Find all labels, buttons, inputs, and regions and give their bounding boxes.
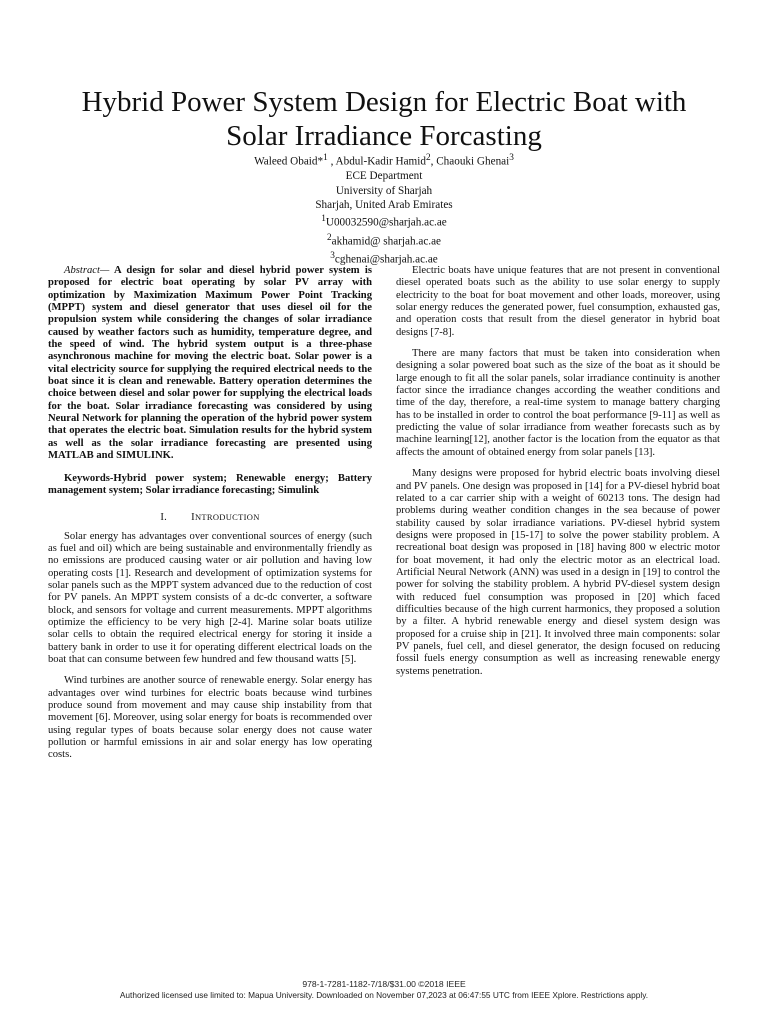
paragraph: Wind turbines are another source of renewable energy. Solar energy has advantages over wind turbines for electric boats because wind turbines produce sound from movement and may cause ship instability from that movement [6]. Moreover, using solar energy for boats is recommended over using regular types of boats because solar energy does not cause water pollution or harmful emissions in air and solar energy has low operating costs. [48, 675, 372, 761]
paragraph: There are many factors that must be taken into consideration when designing a solar powered boat such as the size of the boat as it should be large enough to fit all the solar panels, solar irradiance continuity is another factor since the irradiance changes according the weather conditions and time of the day, therefore, a real-time system to manage battery charging has to be installed in order to control the boat performance [9-11] as well as predicting the value of solar irradiance from weather forecasts such as by machine learning[12], another factor is the location from the equator as that affects the amount of obtained energy from solar panels [13]. [396, 348, 720, 458]
paper-title [40, 85, 728, 153]
paragraph: Electric boats have unique features that are not present in conventional diesel operated boats such as the ability to use solar energy to supply electricity to the boat for boat movement and other loads, moreover, using solar energy reduces the generated power, fuel consumption, exhausted gas, and operation costs that result from the diesel generator in hybrid boat designs [7-8]. [396, 265, 720, 338]
license-notice: Authorized licensed use limited to: Mapua University. Downloaded on November 07,2023 at 06:47:55 UTC from IEEE Xplore. Restrictions apply. [119, 990, 649, 1000]
abstract-text: A design for solar and diesel hybrid power system is proposed for electric boat operating by solar PV array with optimization by Maximization Maximum Power Point Tracking (MPPT) system and diesel generator that uses diesel oil for the propulsion system while considering the changes of solar irradiance caused by weather factors such as humidity, temperature degree, and the speed of wind. The hybrid system output is a three-phase asynchronous machine for moving the electric boat. Solar power is a vital electricity source for supplying the required electrical needs to the boat since it is clean and renewable. Battery operation determines the choice between diesel and solar power for supplying the electrical loads for the boat. Solar irradiance forecasting was considered by using Neural Network for planning the operation of the hybrid power system that operates the electric boat. Simulation results for the hybrid system as well as the solar irradiance forecasting are presented using MATLAB and SIMULINK. [48, 265, 372, 462]
title-line-2: Solar Irradiance Forcasting [226, 120, 542, 153]
copyright-code: 978-1-7281-1182-7/18/$31.00 ©2018 IEEE [302, 979, 466, 989]
title-line-1: Hybrid Power System Design for Electric Boat with [81, 86, 687, 119]
right-column [396, 265, 720, 687]
section-heading-introduction: I. INTRODUCTION [160, 512, 260, 524]
abstract-label: Abstract— [64, 265, 110, 276]
paragraph: Solar energy has advantages over conventional sources of energy (such as fuel and oil) which are being sustainable and environmentally friendly as no emissions are produced causing water or air pollution and having low operating costs [1]. Research and development of optimization systems for solar panels such as the MPPT system advanced due to the reduction of cost for PV panels. An MPPT system consists of a dc-dc converter, a software block, and sensors for voltage and current measurements. MPPT algorithms optimize the efficiency to be very high [2-4]. Marine solar boats utilize solar cells to obtain the required electrical energy for storing it inside a battery bank in order to use it for operating different electrical loads on the boat that can consume between few hundred and few thousand watts [5]. [48, 530, 372, 665]
author-email-3: $^3$cghenai@sharjah.ac.ae [330, 250, 438, 266]
author-block [150, 151, 618, 267]
left-column [48, 265, 372, 771]
author-department: ECE Department [345, 170, 423, 183]
author-names: Waleed Obaid*$^1$ , Abdul-Kadir Hamid$^2$, Chaouki Ghenai$^3$ [254, 153, 514, 168]
author-university: University of Sharjah [335, 184, 433, 197]
section-number: I. [160, 512, 168, 524]
author-location: Sharjah, United Arab Emirates [315, 198, 453, 211]
author-email-2: $^2$akhamid@ sharjah.ac.ae [326, 232, 442, 248]
paragraph: Many designs were proposed for hybrid electric boats involving diesel and PV panels. One design was proposed in [14] for a PV-diesel hybrid boat related to a car carrier ship with a weight of 60213 tons. The design had problems during weather condition changes in the sea because of power stability caused by solar irradiance variations. PV-diesel hybrid system designs were proposed in [15-17] to solve the power stability problem. A recreational boat design was proposed in [18] having 800 w electric motor for boat movement, it had only the electric motor as an electrical load. Artificial Neural Network (ANN) was used in a design in [19] to control the power for solving the stability problem. A hybrid PV-diesel system design with reduced fuel consumption was proposed in [20] which faced difficulties because of the high current harmonics, they proposed a solution by a filter. A hybrid renewable energy and diesel system design was proposed for a cruise ship in [21]. It involved three main components: solar PV panels, fuel cell, and diesel generator, the design focused on reducing fossil fuels energy consumption as well as increasing renewable energy systems penetration. [396, 468, 720, 677]
author-email-1: $^1$U00032590@sharjah.ac.ae [321, 214, 447, 230]
abstract [48, 265, 372, 463]
keywords: Keywords-Hybrid power system; Renewable energy; Battery management system; Solar irradiance forecasting; Simulink [48, 472, 372, 496]
